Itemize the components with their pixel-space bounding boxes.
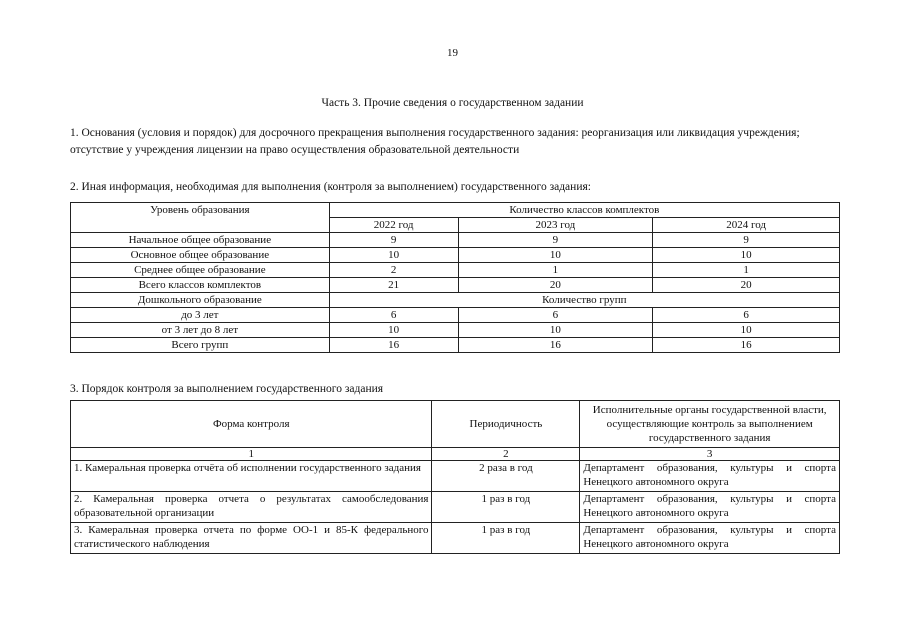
column-number: 1 (71, 448, 432, 461)
cell-value: 20 (458, 278, 653, 293)
header-period: Периодичность (432, 401, 580, 448)
control-form: 1. Камеральная проверка отчёта об исполнении государственного задания (71, 461, 432, 492)
col-header-level: Уровень образования (71, 203, 330, 233)
control-authority: Департамент образования, культуры и спорта Ненецкого автономного округа (580, 492, 840, 523)
cell-value: 2 (329, 263, 458, 278)
section3-text: 3. Порядок контроля за выполнением государственного задания (70, 383, 384, 395)
section1-text: 1. Основания (условия и порядок) для досрочного прекращения выполнения государственного задания: реорганизация или ликвидация учреждения; отсутствие у учреждения лицензии на право осуществления образовательной деятельности (70, 127, 800, 156)
row-label: Среднее общее образование (71, 263, 330, 278)
control-authority: Департамент образования, культуры и спорта Ненецкого автономного округа (580, 523, 840, 554)
cell-value: 10 (653, 323, 840, 338)
cell-value: 9 (458, 233, 653, 248)
cell-value: 6 (329, 308, 458, 323)
cell-value: 21 (329, 278, 458, 293)
table-row (71, 263, 840, 278)
control-authority: Департамент образования, культуры и спорта Ненецкого автономного округа (580, 461, 840, 492)
control-period: 2 раза в год (432, 461, 580, 492)
table-row (71, 278, 840, 293)
table-row (71, 233, 840, 248)
control-period: 1 раз в год (432, 492, 580, 523)
page-number: 19 (447, 47, 458, 59)
table-row (71, 248, 840, 263)
cell-value: 16 (458, 338, 653, 353)
control-form: 2. Камеральная проверка отчета о результатах самообследования образовательной организации (71, 492, 432, 523)
row-label: от 3 лет до 8 лет (71, 323, 330, 338)
row-label: Основное общее образование (71, 248, 330, 263)
part-title: Часть 3. Прочие сведения о государственном задании (321, 97, 584, 109)
table-row (71, 293, 840, 308)
row-label: Всего классов комплектов (71, 278, 330, 293)
control-procedure-table (70, 400, 840, 554)
row-label: Всего групп (71, 338, 330, 353)
row-label: до 3 лет (71, 308, 330, 323)
table-row (71, 461, 840, 492)
cell-value: 1 (458, 263, 653, 278)
control-form: 3. Камеральная проверка отчета по форме ОО-1 и 85-К федерального статистического наблюдения (71, 523, 432, 554)
row-label: Начальное общее образование (71, 233, 330, 248)
cell-value: 10 (653, 248, 840, 263)
table-row (71, 338, 840, 353)
header-form: Форма контроля (71, 401, 432, 448)
education-levels-table (70, 202, 840, 353)
table-row (71, 323, 840, 338)
control-period: 1 раз в год (432, 523, 580, 554)
cell-value: 9 (329, 233, 458, 248)
col-header-classes: Количество классов комплектов (329, 203, 839, 218)
table-row (71, 523, 840, 554)
header-authority: Исполнительные органы государственной власти, осуществляющие контроль за выполнением государственного задания (580, 401, 840, 448)
cell-value: 16 (653, 338, 840, 353)
cell-value: 6 (653, 308, 840, 323)
year-header: 2024 год (653, 218, 840, 233)
cell-value: 10 (329, 323, 458, 338)
column-number: 3 (580, 448, 840, 461)
cell-value: 6 (458, 308, 653, 323)
cell-value: 20 (653, 278, 840, 293)
cell-value: 9 (653, 233, 840, 248)
year-header: 2023 год (458, 218, 653, 233)
column-number: 2 (432, 448, 580, 461)
cell-value: 10 (329, 248, 458, 263)
groups-header: Количество групп (329, 293, 839, 308)
table-row (71, 308, 840, 323)
cell-value: 10 (458, 248, 653, 263)
cell-value: 16 (329, 338, 458, 353)
row-label: Дошкольного образование (71, 293, 330, 308)
section2-text: 2. Иная информация, необходимая для выполнения (контроля за выполнением) государственного задания: (70, 181, 591, 193)
cell-value: 10 (458, 323, 653, 338)
year-header: 2022 год (329, 218, 458, 233)
table-row (71, 492, 840, 523)
cell-value: 1 (653, 263, 840, 278)
